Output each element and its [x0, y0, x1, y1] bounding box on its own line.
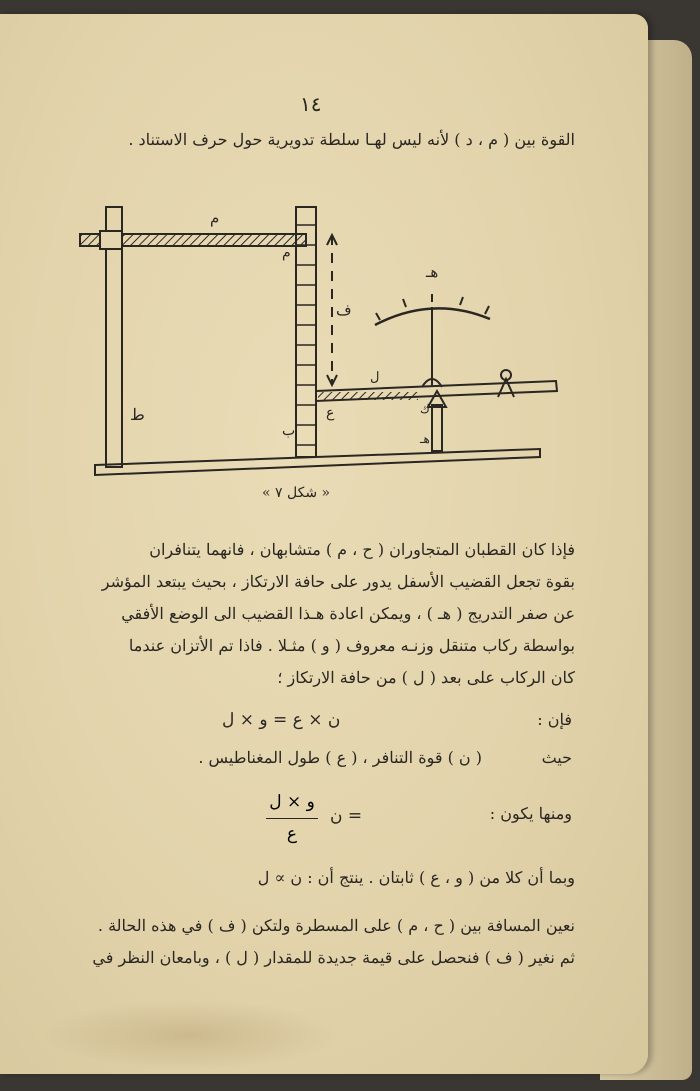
- then-label: فإن :: [537, 710, 572, 729]
- apparatus-diagram: [70, 195, 570, 485]
- label-pivot: ك: [420, 402, 430, 416]
- where-text: ( ن ) قوة التنافر ، ( ع ) طول المغناطيس .: [198, 748, 482, 767]
- fraction-denominator: ع: [286, 824, 298, 844]
- fraction-bar: [266, 818, 318, 819]
- label-column-bottom: ب: [282, 423, 296, 439]
- label-stand: هـ: [420, 432, 430, 446]
- page-number: ١٤: [300, 92, 322, 116]
- label-top-bar: م: [210, 209, 220, 227]
- label-distance: ف: [336, 301, 352, 319]
- equation-2-left: ن =: [330, 806, 363, 826]
- label-dial: هـ: [426, 263, 439, 281]
- fraction-numerator: و × ل: [269, 792, 315, 812]
- page-stain: [40, 1000, 340, 1070]
- equation-1: ن × ع = و × ل: [222, 710, 341, 730]
- top-line: القوة بين ( م ، د ) لأنه ليس لهـا سلطة تدويرية حول حرف الاستناد .: [128, 130, 575, 149]
- body-line-2: بقوة تجعل القضيب الأسفل يدور على حافة الارتكاز ، بحيث يبتعد المؤشر: [101, 572, 575, 591]
- body-line-6: نعين المسافة بين ( ح ، م ) على المسطرة ولتكن ( ف ) في هذه الحالة .: [97, 916, 575, 935]
- column-ticks: [296, 225, 316, 445]
- clamp-block: [100, 231, 122, 249]
- body-line-1: فإذا كان القطبان المتجاوران ( ح ، م ) متشابهان ، فانهما يتنافران: [149, 540, 575, 559]
- body-line-7: ثم نغير ( ف ) فنحصل على قيمة جديدة للمقدار ( ل ) ، وبامعان النظر في: [92, 948, 575, 967]
- label-column-mid: ع: [326, 405, 335, 421]
- hence-label: ومنها يكون :: [489, 804, 572, 823]
- label-left-rod: ط: [130, 405, 145, 424]
- label-bar-mark: ل: [370, 370, 380, 385]
- base-plank: [95, 449, 540, 475]
- lower-magnet: [318, 392, 418, 400]
- where-label: حيث: [541, 748, 572, 767]
- body-line-3: عن صفر التدريج ( هـ ) ، ويمكن اعادة هـذا القضيب الى الوضع الأفقي: [121, 604, 575, 623]
- equation-2-fraction: [262, 792, 322, 848]
- figure-caption: « شكل ٧ »: [262, 485, 331, 501]
- body-line-5: كان الركاب على بعد ( ل ) من حافة الارتكاز ؛: [277, 668, 575, 687]
- since-line: وبما أن كلا من ( و ، ع ) ثابتان . ينتج أن : ن ∝ ل: [257, 868, 575, 887]
- label-column-top: م: [282, 245, 291, 261]
- pivot-stand: [432, 405, 442, 451]
- body-line-4: بواسطة ركاب متنقل وزنـه معروف ( و ) مثـلا . فاذا تم الأتزان عندما: [128, 636, 575, 655]
